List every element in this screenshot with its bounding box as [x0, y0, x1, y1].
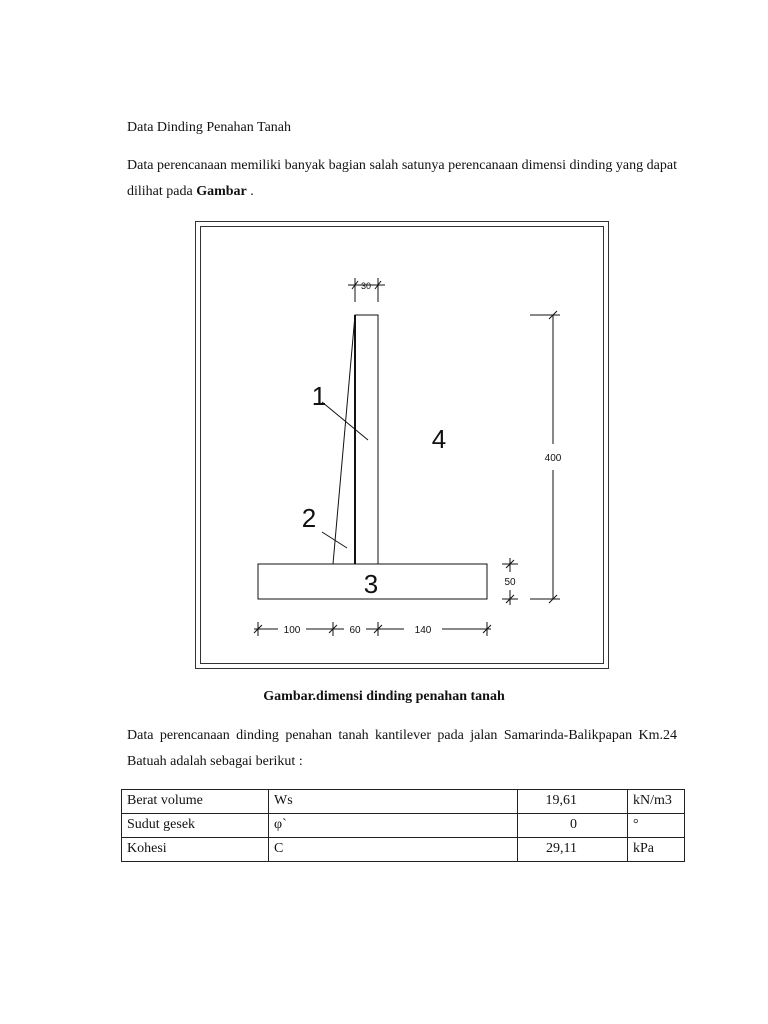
- param-unit-cell: kPa: [628, 838, 685, 862]
- part-label-3: 3: [363, 569, 379, 599]
- param-symbol-cell: Ws: [269, 790, 518, 814]
- part-label-2: 2: [301, 503, 317, 533]
- param-symbol-cell: C: [269, 838, 518, 862]
- param-unit-cell: kN/m3: [628, 790, 685, 814]
- part-label-1: 1: [311, 381, 327, 411]
- dim-heel-label: 140: [414, 625, 432, 636]
- dim-height-label: 400: [544, 453, 562, 464]
- intro-paragraph: [127, 153, 677, 205]
- intro-bold-ref: Gambar: [196, 184, 247, 199]
- dim-top-width-label: 30: [360, 281, 372, 291]
- stem: [355, 315, 378, 564]
- param-name-cell: Berat volume: [122, 790, 269, 814]
- dim-base-thickness-label: 50: [504, 577, 516, 588]
- param-name-cell: Kohesi: [122, 838, 269, 862]
- figure-caption: Gambar.dimensi dinding penahan tanah: [263, 689, 505, 704]
- intro-text: Data perencanaan memiliki banyak bagian salah satunya perencanaan dimensi dinding yang dapat dilihat pada: [127, 158, 677, 199]
- soil-parameters-table: [121, 789, 685, 862]
- param-name-cell: Sudut gesek: [122, 814, 269, 838]
- param-symbol-cell: φ`: [269, 814, 518, 838]
- stem-batter: [333, 315, 355, 564]
- data-paragraph: Data perencanaan dinding penahan tanah kantilever pada jalan Samarinda-Balikpapan Km.24 Batuah adalah sebagai berikut :: [127, 728, 677, 769]
- dim-stem-base-label: 60: [349, 625, 361, 636]
- part-label-4: 4: [431, 424, 447, 454]
- table-row: [122, 790, 685, 814]
- param-value-cell: 0: [518, 814, 628, 838]
- param-unit-cell: °: [628, 814, 685, 838]
- intro-end: .: [246, 184, 254, 199]
- section-heading: Data Dinding Penahan Tanah: [127, 120, 291, 135]
- table-row: [122, 838, 685, 862]
- param-value-cell: 19,61: [518, 790, 628, 814]
- table-row: [122, 814, 685, 838]
- table-body: [122, 790, 685, 862]
- retaining-wall-drawing: [196, 222, 610, 670]
- leader-1: [322, 402, 368, 440]
- param-value-cell: 29,11: [518, 838, 628, 862]
- dim-toe-label: 100: [283, 625, 301, 636]
- figure-frame: [195, 221, 609, 669]
